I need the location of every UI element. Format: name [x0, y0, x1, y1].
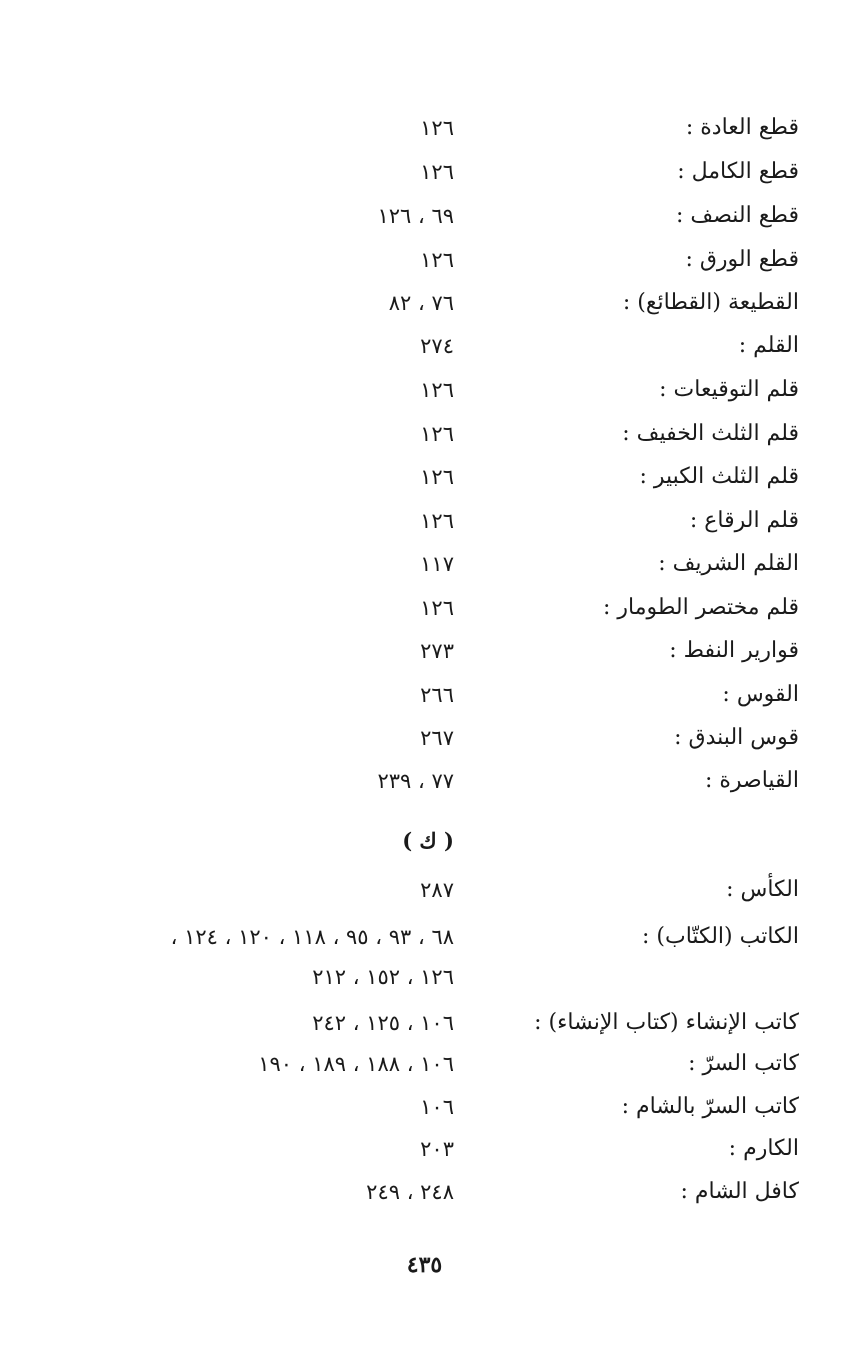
entry-pages: ٧٦ ، ٨٢	[388, 291, 454, 315]
index-entry	[0, 875, 849, 919]
entry-pages: ٢٧٣	[420, 639, 454, 663]
entry-pages: ١٢٦	[420, 596, 454, 620]
entry-pages: ١٢٦	[420, 465, 454, 489]
entry-term: كاتب السرّ بالشام :	[621, 1094, 799, 1119]
entry-term: القوس :	[722, 682, 799, 707]
entry-pages: ١٢٦	[420, 509, 454, 533]
entry-term: قطع الكامل :	[677, 159, 799, 184]
section-letter-heading: ( ك )	[402, 828, 454, 853]
entry-term: قطع العادة :	[685, 115, 799, 140]
entry-term: قلم التوقيعات :	[659, 377, 799, 402]
entry-pages: ١٢٦	[420, 116, 454, 140]
entry-pages: ١٠٦	[420, 1095, 454, 1119]
index-entry	[0, 922, 849, 1002]
index-entry	[0, 506, 849, 550]
entry-term: قلم الرقاع :	[689, 508, 799, 533]
index-entry	[0, 245, 849, 289]
index-entry	[0, 766, 849, 810]
index-entry	[0, 201, 849, 245]
index-entry	[0, 1008, 849, 1052]
page-number: ٤٣٥	[406, 1252, 443, 1278]
entry-pages: ١٢٦	[420, 248, 454, 272]
entry-pages: ٦٩ ، ١٢٦	[377, 204, 454, 228]
entry-pages: ٢٤٨ ، ٢٤٩	[366, 1180, 454, 1204]
index-entry	[0, 157, 849, 201]
entry-pages: ٢٦٦	[420, 683, 454, 707]
entry-term: القياصرة :	[704, 768, 799, 793]
entry-pages: ١٠٦ ، ١٢٥ ، ٢٤٢	[312, 1011, 454, 1035]
entry-pages: ١١٧	[420, 552, 454, 576]
entry-pages: ١٠٦ ، ١٨٨ ، ١٨٩ ، ١٩٠	[258, 1052, 454, 1076]
index-entry	[0, 113, 849, 157]
entry-term: الكأس :	[726, 877, 799, 902]
index-entry	[0, 1177, 849, 1221]
index-entry	[0, 288, 849, 332]
entry-pages: ١٢٦	[420, 378, 454, 402]
entry-term: الكاتب (الكتّاب) :	[642, 924, 799, 949]
entry-term: القلم :	[738, 333, 799, 358]
entry-term: قلم الثلث الكبير :	[639, 464, 799, 489]
entry-term: قلم مختصر الطومار :	[602, 595, 799, 620]
entry-pages: ٢٠٣	[420, 1137, 454, 1161]
entry-term: القطيعة (القطائع) :	[622, 290, 799, 315]
entry-pages: ١٢٦	[420, 160, 454, 184]
entry-pages: ٢٧٤	[420, 334, 454, 358]
entry-pages: ٢٨٧	[420, 878, 454, 902]
index-entry	[0, 593, 849, 637]
index-entry	[0, 723, 849, 767]
index-entry	[0, 462, 849, 506]
index-entry	[0, 1049, 849, 1093]
index-entry	[0, 375, 849, 419]
entry-term: القلم الشريف :	[658, 551, 799, 576]
entry-term: قطع النصف :	[676, 203, 799, 228]
index-entry	[0, 1092, 849, 1136]
index-entry	[0, 331, 849, 375]
index-entry	[0, 680, 849, 724]
entry-pages-continuation: ١٢٦ ، ١٥٢ ، ٢١٢	[312, 965, 454, 989]
entry-pages: ٧٧ ، ٢٣٩	[377, 769, 454, 793]
index-entry	[0, 549, 849, 593]
entry-term: كاتب السرّ :	[688, 1051, 799, 1076]
entry-term: كافل الشام :	[680, 1179, 799, 1204]
entry-term: قلم الثلث الخفيف :	[622, 421, 799, 446]
index-entry	[0, 636, 849, 680]
index-entry	[0, 1134, 849, 1178]
entry-term: كاتب الإنشاء (كتاب الإنشاء) :	[534, 1010, 799, 1035]
entry-pages: ٦٨ ، ٩٣ ، ٩٥ ، ١١٨ ، ١٢٠ ، ١٢٤ ،	[170, 925, 454, 949]
entry-pages: ١٢٦	[420, 422, 454, 446]
index-entry	[0, 419, 849, 463]
entry-term: الكارم :	[728, 1136, 799, 1161]
entry-term: قوارير النفط :	[669, 638, 799, 663]
entry-term: قطع الورق :	[685, 247, 799, 272]
entry-term: قوس البندق :	[674, 725, 799, 750]
entry-pages: ٢٦٧	[420, 726, 454, 750]
